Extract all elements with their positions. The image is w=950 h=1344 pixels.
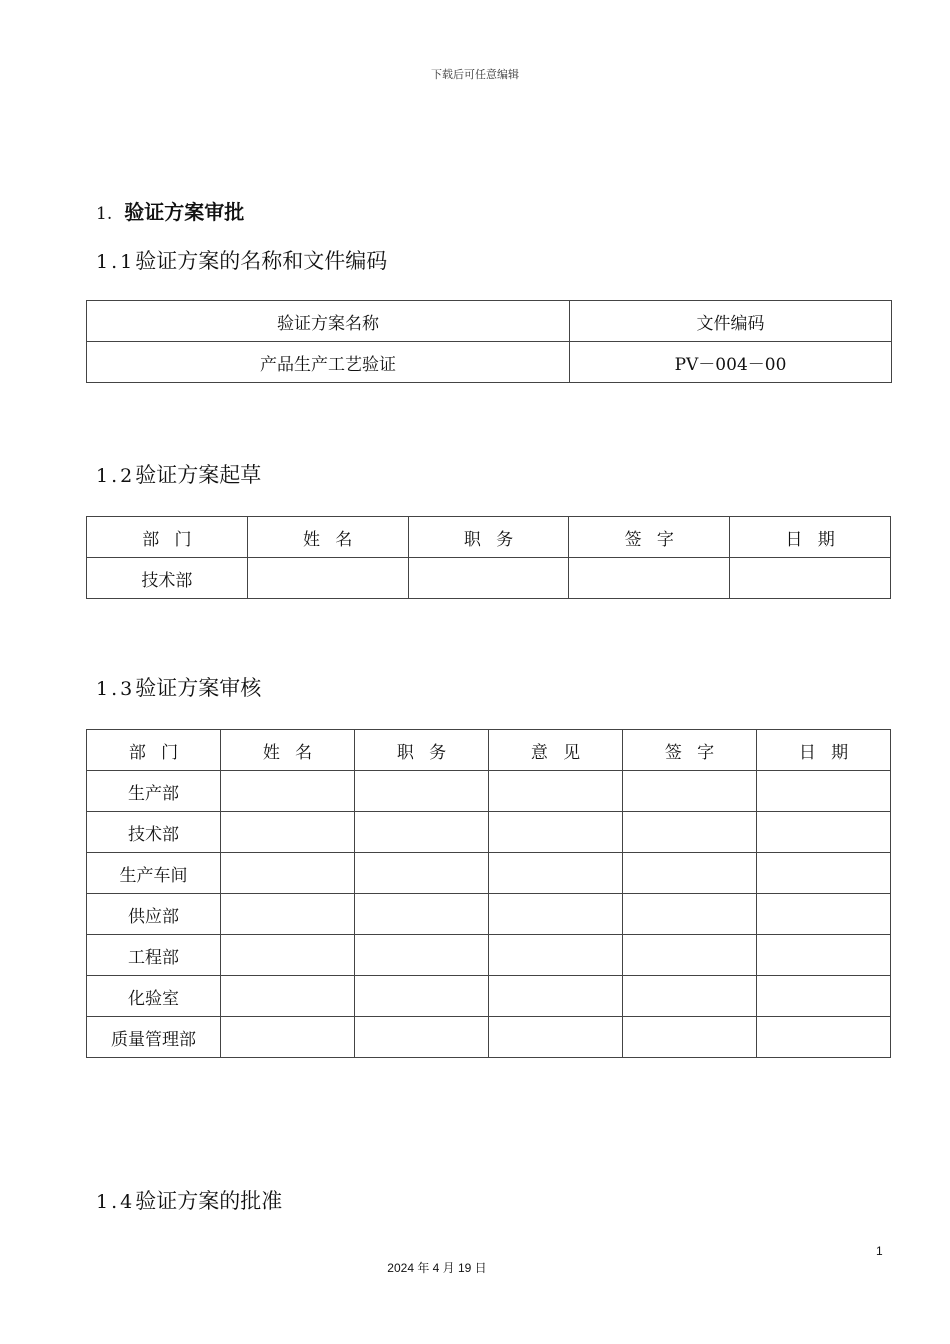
table-row xyxy=(87,771,891,812)
section-title: 验证方案审核 xyxy=(135,676,262,700)
table-cell xyxy=(221,976,355,1017)
table-cell xyxy=(757,935,891,976)
table-header-row xyxy=(87,517,891,558)
table-cell xyxy=(489,812,623,853)
table-cell xyxy=(757,1017,891,1058)
section-1-3-heading xyxy=(96,672,261,702)
table-cell xyxy=(355,853,489,894)
header-cell: 职务 xyxy=(408,517,569,558)
section-title: 验证方案的批准 xyxy=(135,1189,283,1213)
table-cell xyxy=(489,771,623,812)
table-row xyxy=(87,812,891,853)
table-cell xyxy=(247,558,408,599)
table-cell xyxy=(355,771,489,812)
table-cell xyxy=(489,976,623,1017)
header-cell: 姓名 xyxy=(247,517,408,558)
table-cell xyxy=(221,812,355,853)
header-cell: 姓名 xyxy=(221,730,355,771)
table-cell xyxy=(757,976,891,1017)
table-row xyxy=(87,894,891,935)
table-cell xyxy=(757,812,891,853)
table-cell xyxy=(757,771,891,812)
section-1-1-heading xyxy=(96,245,387,275)
table-cell xyxy=(355,1017,489,1058)
dept-cell: 技术部 xyxy=(87,812,221,853)
table-cell xyxy=(221,894,355,935)
dept-cell: 质量管理部 xyxy=(87,1017,221,1058)
dept-cell: 供应部 xyxy=(87,894,221,935)
section-title: 验证方案审批 xyxy=(124,200,245,224)
page-header: 下载后可任意编辑 xyxy=(431,68,519,81)
table-cell xyxy=(489,1017,623,1058)
header-cell: 签字 xyxy=(623,730,757,771)
table-row xyxy=(87,935,891,976)
table-cell xyxy=(757,894,891,935)
table-cell xyxy=(355,894,489,935)
review-table xyxy=(86,729,891,1058)
table-cell xyxy=(623,812,757,853)
draft-table xyxy=(86,516,891,599)
table-cell xyxy=(623,935,757,976)
table-cell xyxy=(569,558,730,599)
table-cell xyxy=(623,894,757,935)
table-header-row xyxy=(87,301,892,342)
dept-cell: 生产部 xyxy=(87,771,221,812)
header-cell: 部门 xyxy=(87,730,221,771)
table-cell xyxy=(221,1017,355,1058)
section-number: 1.2 xyxy=(96,465,136,487)
header-cell: 文件编码 xyxy=(570,301,892,342)
header-cell: 意见 xyxy=(489,730,623,771)
section-number: 1. xyxy=(96,204,113,224)
table-cell xyxy=(757,853,891,894)
table-cell: PV－004－00 xyxy=(570,342,892,383)
header-cell: 日期 xyxy=(730,517,891,558)
table-cell xyxy=(355,935,489,976)
table-row xyxy=(87,976,891,1017)
section-number: 1.3 xyxy=(96,678,136,700)
page-number: 1 xyxy=(876,1244,883,1258)
table-cell xyxy=(221,935,355,976)
table-cell xyxy=(489,853,623,894)
header-cell: 部门 xyxy=(87,517,248,558)
table-row xyxy=(87,1017,891,1058)
table-row xyxy=(87,853,891,894)
table-cell: 产品生产工艺验证 xyxy=(87,342,570,383)
header-cell: 职务 xyxy=(355,730,489,771)
header-cell: 签字 xyxy=(569,517,730,558)
dept-cell: 技术部 xyxy=(87,558,248,599)
table-cell xyxy=(489,894,623,935)
dept-cell: 化验室 xyxy=(87,976,221,1017)
table-cell xyxy=(489,935,623,976)
table-header-row xyxy=(87,730,891,771)
dept-cell: 工程部 xyxy=(87,935,221,976)
section-1-heading xyxy=(96,196,244,225)
table-cell xyxy=(355,976,489,1017)
table-cell xyxy=(730,558,891,599)
table-cell xyxy=(623,853,757,894)
header-cell: 日期 xyxy=(757,730,891,771)
table-cell xyxy=(221,771,355,812)
footer-date: 2024 年 4 月 19 日 xyxy=(387,1261,487,1275)
section-title: 验证方案起草 xyxy=(135,463,262,487)
section-number: 1.1 xyxy=(96,251,136,273)
table-cell xyxy=(623,976,757,1017)
table-cell xyxy=(623,1017,757,1058)
name-code-table xyxy=(86,300,892,383)
section-1-2-heading xyxy=(96,459,261,489)
table-row xyxy=(87,342,892,383)
table-cell xyxy=(408,558,569,599)
table-cell xyxy=(221,853,355,894)
section-number: 1.4 xyxy=(96,1191,136,1213)
header-cell: 验证方案名称 xyxy=(87,301,570,342)
table-row xyxy=(87,558,891,599)
table-cell xyxy=(623,771,757,812)
table-cell xyxy=(355,812,489,853)
section-title: 验证方案的名称和文件编码 xyxy=(135,249,388,273)
section-1-4-heading xyxy=(96,1185,282,1215)
dept-cell: 生产车间 xyxy=(87,853,221,894)
